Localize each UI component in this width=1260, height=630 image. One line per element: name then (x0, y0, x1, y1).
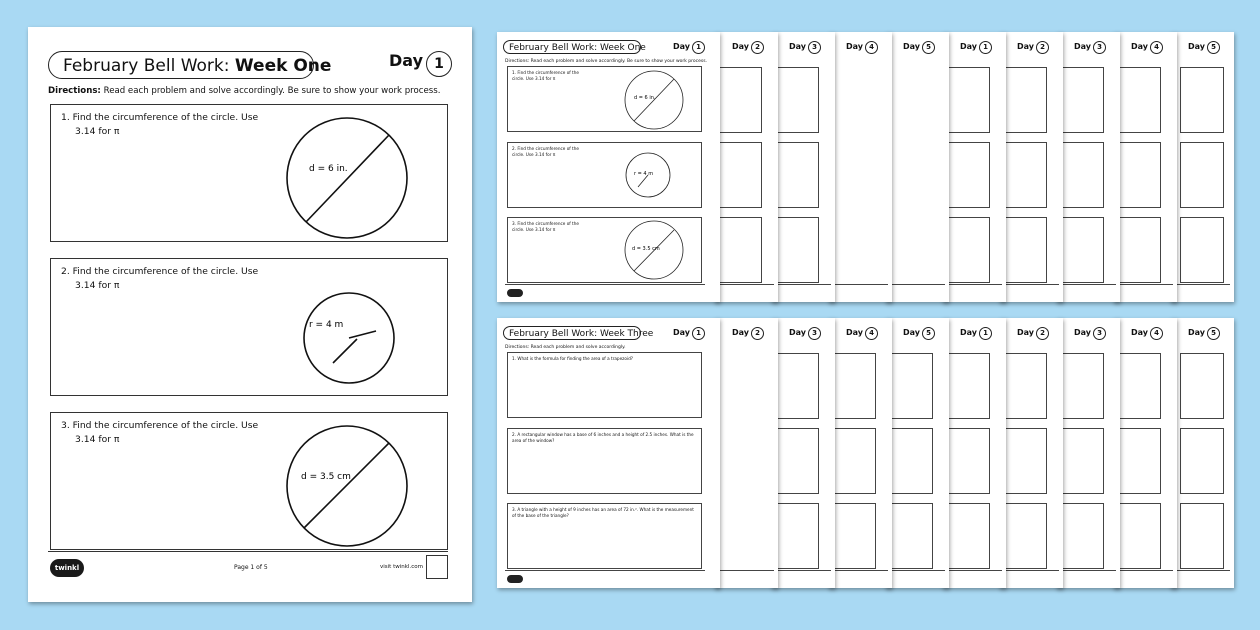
question-line: 2. Find the circumference of the circle. Use (61, 266, 259, 277)
day-label: Day 1 (960, 41, 992, 54)
day-label: Day 5 (1188, 327, 1220, 340)
thumb-page-week4-day1 (942, 318, 1006, 588)
directions-text: Read each problem and solve accordingly. Be sure to show your work process. (100, 86, 441, 96)
worksheet-title (48, 51, 332, 79)
question-box-1 (50, 104, 448, 242)
question-line: 3.14 for π (75, 434, 120, 445)
page-number: Page 1 of 5 (234, 564, 268, 571)
thumb-question-3: 3. A triangle with a height of 9 inches has an area of 72 in.². What is the measurement of the base of the triangle? (507, 503, 702, 569)
thumb-page-w3-day3 (771, 318, 835, 588)
thumb-page-week2-day4 (1113, 32, 1177, 302)
day-label: Day 5 (903, 41, 935, 54)
day-label: Day 1 (673, 327, 705, 340)
circle-diagram (51, 413, 449, 551)
twinkl-logo (507, 289, 523, 297)
svg-text:r = 4 m: r = 4 m (634, 171, 654, 177)
thumb-page-w3-day5 (885, 318, 949, 588)
directions-label: Directions: (48, 86, 101, 96)
day-label: Day 2 (732, 327, 764, 340)
measurement-label: r = 4 m (309, 320, 344, 330)
day-label: Day 1 (960, 327, 992, 340)
twinkl-logo: twinkl (50, 559, 84, 577)
radius-line (333, 339, 357, 363)
day-label: Day 5 (1188, 41, 1220, 54)
thumb-page-w3-day4 (828, 318, 892, 588)
title-bold: Week One (234, 56, 332, 76)
radius-line (349, 331, 376, 338)
thumb-page-day4 (828, 32, 892, 302)
footer-divider (48, 551, 448, 552)
thumb-page-week2-day1 (942, 32, 1006, 302)
thumb-directions: Directions: Read each problem and solve accordingly. (505, 345, 626, 350)
day-label: Day 3 (1074, 327, 1106, 340)
thumb-question-1: 1. Find the circumference of the circle. Use 3.14 for π d = 6 in. (507, 66, 702, 132)
thumb-page-week-one-day1 (497, 32, 720, 302)
diameter-line (304, 443, 389, 528)
day-label: Day 3 (1074, 41, 1106, 54)
thumb-page-week2-day5 (1170, 32, 1234, 302)
day-label: Day (389, 51, 424, 70)
thumb-page-day2 (714, 32, 778, 302)
question-line: 3.14 for π (75, 280, 120, 291)
thumb-page-week4-day2 (999, 318, 1063, 588)
thumb-title: February Bell Work: Week Three (503, 326, 641, 340)
thumb-page-week4-day5 (1170, 318, 1234, 588)
day-label: Day 4 (1131, 327, 1163, 340)
thumb-directions: Directions: Read each problem and solve accordingly. Be sure to show your work process. (505, 59, 708, 64)
quality-badge-icon (426, 555, 448, 579)
day-label: Day 2 (1017, 327, 1049, 340)
question-line: 3.14 for π (75, 126, 120, 137)
thumb-question-3: 3. Find the circumference of the circle. Use 3.14 for π d = 3.5 cm (507, 217, 702, 283)
day-label: Day 4 (846, 327, 878, 340)
circle-diagram (51, 105, 449, 243)
main-worksheet-page (28, 27, 472, 602)
svg-text:d = 6 in.: d = 6 in. (634, 95, 656, 101)
measurement-label: d = 3.5 cm (301, 472, 351, 482)
day-label: Day 2 (732, 41, 764, 54)
title-plain: February Bell Work: (63, 56, 235, 76)
thumb-page-week2-day3 (1056, 32, 1120, 302)
thumb-question-2: 2. Find the circumference of the circle. Use 3.14 for π r = 4 m (507, 142, 702, 208)
day-label: Day 5 (903, 327, 935, 340)
thumb-page-w3-day2 (714, 318, 778, 588)
thumb-question-2: 2. A rectangular window has a base of 6 inches and a height of 2.5 inches. What is the area of the window? (507, 428, 702, 494)
day-label: Day 3 (789, 41, 821, 54)
directions (48, 86, 440, 96)
day-number-badge: 1 (426, 51, 452, 77)
thumb-page-week-three-day1 (497, 318, 720, 588)
thumb-title: February Bell Work: Week One (503, 40, 641, 54)
circle-diagram (51, 259, 449, 397)
thumb-page-week4-day3 (1056, 318, 1120, 588)
question-line: 3. Find the circumference of the circle. Use (61, 420, 259, 431)
thumb-page-day3 (771, 32, 835, 302)
thumb-page-day5 (885, 32, 949, 302)
svg-text:d = 3.5 cm: d = 3.5 cm (632, 246, 660, 252)
day-label: Day 1 (673, 41, 705, 54)
measurement-label: d = 6 in. (309, 164, 348, 174)
twinkl-logo (507, 575, 523, 583)
thumb-question-1: 1. What is the formula for finding the area of a trapezoid? (507, 352, 702, 418)
diameter-line (306, 135, 389, 222)
thumb-page-week2-day2 (999, 32, 1063, 302)
day-label: Day 4 (1131, 41, 1163, 54)
thumb-page-week4-day4 (1113, 318, 1177, 588)
question-box-2 (50, 258, 448, 396)
day-label: Day 2 (1017, 41, 1049, 54)
footer-visit: visit twinkl.com (380, 564, 423, 570)
question-line: 1. Find the circumference of the circle. Use (61, 112, 259, 123)
day-label: Day 4 (846, 41, 878, 54)
question-box-3 (50, 412, 448, 550)
day-label: Day 3 (789, 327, 821, 340)
